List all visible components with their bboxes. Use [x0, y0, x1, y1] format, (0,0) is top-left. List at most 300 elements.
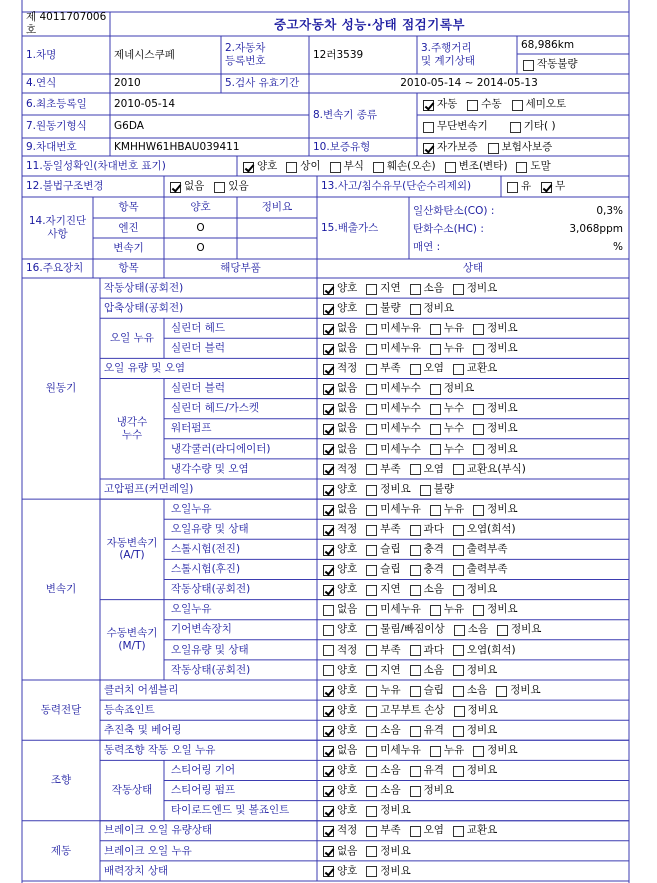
checkbox-option[interactable] — [323, 282, 357, 295]
empty-box-icon[interactable] — [473, 444, 484, 455]
checkbox-option[interactable] — [512, 98, 567, 111]
empty-box-icon[interactable] — [366, 625, 377, 636]
checkbox-option[interactable] — [323, 382, 357, 395]
checkbox-option[interactable] — [366, 523, 400, 536]
empty-box-icon[interactable] — [410, 645, 421, 656]
empty-box-icon[interactable] — [373, 162, 384, 173]
checkbox-option[interactable] — [410, 583, 444, 596]
checkbox-option[interactable] — [323, 302, 357, 315]
self-diagnosis-label — [22, 197, 93, 259]
checked-box-icon[interactable] — [323, 565, 334, 576]
checkbox-option[interactable] — [323, 443, 357, 456]
empty-box-icon[interactable] — [410, 665, 421, 676]
checked-box-icon[interactable] — [541, 182, 552, 193]
empty-box-icon[interactable] — [445, 162, 456, 173]
checkbox-option[interactable] — [373, 160, 436, 173]
checkbox-label: 양호 — [337, 563, 358, 576]
checkbox-option[interactable] — [410, 563, 444, 576]
checkbox-option[interactable] — [454, 623, 488, 636]
checkbox-option[interactable] — [366, 463, 400, 476]
checkbox-option[interactable] — [423, 120, 488, 133]
checkbox-label: 미세누수 — [380, 402, 421, 415]
empty-box-icon[interactable] — [366, 424, 377, 435]
checkbox-option[interactable] — [366, 322, 421, 335]
empty-box-icon[interactable] — [453, 645, 464, 656]
empty-box-icon[interactable] — [453, 284, 464, 295]
empty-box-icon[interactable] — [366, 384, 377, 395]
empty-box-icon[interactable] — [366, 866, 377, 877]
empty-box-icon[interactable] — [366, 344, 377, 355]
checked-box-icon[interactable] — [423, 143, 434, 154]
checkbox-label: 지연 — [380, 281, 401, 294]
empty-box-icon[interactable] — [366, 826, 377, 837]
empty-box-icon[interactable] — [507, 182, 518, 193]
empty-box-icon[interactable] — [420, 485, 431, 496]
empty-box-icon[interactable] — [453, 565, 464, 576]
empty-box-icon[interactable] — [453, 585, 464, 596]
empty-box-icon[interactable] — [410, 786, 421, 797]
devices-col-part-label: 해당부품 — [220, 262, 261, 275]
checkbox-option[interactable] — [323, 623, 357, 636]
empty-box-icon[interactable] — [323, 665, 334, 676]
empty-box-icon[interactable] — [473, 344, 484, 355]
empty-box-icon[interactable] — [366, 786, 377, 797]
empty-box-icon[interactable] — [286, 162, 297, 173]
checkbox-option[interactable] — [473, 603, 517, 616]
checkbox-option[interactable] — [420, 483, 454, 496]
empty-box-icon[interactable] — [430, 505, 441, 516]
empty-box-icon[interactable] — [366, 766, 377, 777]
checkbox-option[interactable] — [366, 764, 400, 777]
checked-box-icon[interactable] — [323, 806, 334, 817]
checkbox-option[interactable] — [366, 422, 421, 435]
device-status — [317, 399, 629, 419]
checkbox-option[interactable] — [323, 483, 357, 496]
empty-box-icon[interactable] — [366, 464, 377, 475]
checkbox-option[interactable] — [430, 422, 464, 435]
device-part — [167, 539, 317, 559]
empty-box-icon[interactable] — [430, 424, 441, 435]
checkbox-option[interactable] — [473, 443, 517, 456]
checked-box-icon[interactable] — [323, 826, 334, 837]
checkbox-option[interactable] — [323, 744, 357, 757]
checkbox-option[interactable] — [323, 845, 357, 858]
empty-box-icon[interactable] — [454, 625, 465, 636]
checkbox-label: 유격 — [423, 723, 444, 736]
checkbox-option[interactable] — [497, 623, 541, 636]
checkbox-option[interactable] — [323, 764, 357, 777]
transmission-label — [309, 93, 417, 138]
checkbox-option[interactable] — [453, 824, 497, 837]
checkbox-option[interactable] — [330, 160, 364, 173]
checkbox-option[interactable] — [453, 563, 508, 576]
checkbox-option[interactable] — [366, 443, 421, 456]
checkbox-option[interactable] — [366, 563, 400, 576]
checkbox-option[interactable] — [366, 644, 400, 657]
checkbox-option[interactable] — [323, 362, 357, 375]
checkbox-option[interactable] — [507, 180, 531, 193]
empty-box-icon[interactable] — [410, 525, 421, 536]
checkbox-option[interactable] — [366, 362, 400, 375]
checked-box-icon[interactable] — [323, 545, 334, 556]
empty-box-icon[interactable] — [453, 464, 464, 475]
checkbox-option[interactable] — [286, 160, 320, 173]
checkbox-option[interactable] — [496, 684, 540, 697]
checkbox-label: 양호 — [337, 543, 358, 556]
empty-box-icon[interactable] — [497, 625, 508, 636]
checkbox-option[interactable] — [323, 342, 357, 355]
checked-box-icon[interactable] — [423, 100, 434, 111]
smoke-label — [409, 237, 529, 257]
checkbox-option[interactable] — [366, 704, 444, 717]
checkbox-option[interactable] — [366, 784, 400, 797]
checkbox-option[interactable] — [323, 865, 357, 878]
co-label — [409, 201, 529, 221]
checkbox-option[interactable] — [523, 58, 578, 71]
empty-box-icon[interactable] — [323, 605, 334, 616]
empty-box-icon[interactable] — [453, 525, 464, 536]
checkbox-label: 정비요 — [511, 623, 542, 636]
checkbox-label: 유 — [521, 180, 532, 193]
checkbox-label: 부식 — [343, 159, 364, 172]
device-part-label: 실린더 헤드/가스켓 — [171, 402, 260, 415]
empty-box-icon[interactable] — [430, 344, 441, 355]
checkbox-option[interactable] — [323, 503, 357, 516]
empty-box-icon[interactable] — [366, 525, 377, 536]
device-part — [167, 399, 317, 419]
empty-box-icon[interactable] — [430, 324, 441, 335]
checkbox-option[interactable] — [473, 342, 517, 355]
checked-box-icon[interactable] — [323, 284, 334, 295]
checkbox-option[interactable] — [510, 120, 556, 133]
checkbox-option[interactable] — [423, 141, 478, 154]
empty-box-icon[interactable] — [467, 100, 478, 111]
checkbox-option[interactable] — [323, 684, 357, 697]
checkbox-option[interactable] — [366, 382, 421, 395]
empty-box-icon[interactable] — [523, 60, 534, 71]
checkbox-option[interactable] — [214, 180, 248, 193]
checkbox-option[interactable] — [366, 623, 444, 636]
checkbox-option[interactable] — [366, 664, 400, 677]
empty-box-icon[interactable] — [453, 665, 464, 676]
device-part-label: 작동상태(공회전) — [171, 663, 251, 676]
checked-box-icon[interactable] — [323, 746, 334, 757]
checkbox-option[interactable] — [323, 603, 357, 616]
empty-box-icon[interactable] — [366, 846, 377, 857]
checkbox-option[interactable] — [410, 644, 444, 657]
checkbox-option[interactable] — [323, 784, 357, 797]
checkbox-option[interactable] — [453, 543, 508, 556]
checkbox-option[interactable] — [410, 463, 444, 476]
checkbox-option[interactable] — [541, 180, 565, 193]
checkbox-option[interactable] — [410, 684, 444, 697]
checkbox-label: 정비요 — [466, 764, 498, 777]
checkbox-option[interactable] — [410, 764, 444, 777]
checkbox-label: 슬립 — [380, 543, 401, 556]
empty-box-icon[interactable] — [366, 746, 377, 757]
checkbox-label: 불량 — [433, 482, 455, 495]
checkbox-option[interactable] — [453, 463, 526, 476]
empty-box-icon[interactable] — [330, 162, 341, 173]
checked-box-icon[interactable] — [323, 686, 334, 697]
empty-box-icon[interactable] — [366, 404, 377, 415]
empty-box-icon[interactable] — [454, 706, 465, 717]
checkbox-option[interactable] — [410, 824, 444, 837]
empty-box-icon[interactable] — [366, 304, 377, 315]
checkbox-option[interactable] — [366, 724, 400, 737]
checkbox-option[interactable] — [323, 704, 357, 717]
checked-box-icon[interactable] — [323, 726, 334, 737]
checkbox-option[interactable] — [323, 644, 357, 657]
empty-box-icon[interactable] — [366, 364, 377, 375]
checkbox-label: 양호 — [337, 281, 358, 294]
checkbox-option[interactable] — [453, 523, 516, 536]
checkbox-option[interactable] — [366, 603, 421, 616]
empty-box-icon[interactable] — [366, 565, 377, 576]
empty-box-icon[interactable] — [410, 585, 421, 596]
checkbox-option[interactable] — [410, 664, 444, 677]
empty-box-icon[interactable] — [430, 605, 441, 616]
checkbox-label: 적정 — [337, 824, 358, 837]
checkbox-label: 미세누수 — [380, 442, 421, 455]
empty-box-icon[interactable] — [410, 826, 421, 837]
smoke-value — [529, 237, 623, 257]
checkbox-option[interactable] — [453, 764, 497, 777]
checked-box-icon[interactable] — [323, 706, 334, 717]
checkbox-option[interactable] — [366, 302, 400, 315]
checkbox-option[interactable] — [423, 98, 457, 111]
checkbox-option[interactable] — [453, 282, 497, 295]
checkbox-option[interactable] — [473, 744, 517, 757]
empty-box-icon[interactable] — [410, 565, 421, 576]
empty-box-icon[interactable] — [453, 726, 464, 737]
self-diag-col-repair-label: 정비요 — [261, 201, 293, 214]
empty-box-icon[interactable] — [366, 686, 377, 697]
checkbox-label: 지연 — [380, 663, 401, 676]
checked-box-icon[interactable] — [323, 786, 334, 797]
accident-options — [501, 176, 629, 197]
checkbox-label: 부족 — [380, 824, 401, 837]
empty-box-icon[interactable] — [366, 505, 377, 516]
empty-box-icon[interactable] — [430, 746, 441, 757]
checkbox-option[interactable] — [473, 503, 517, 516]
empty-box-icon[interactable] — [510, 122, 521, 133]
empty-box-icon[interactable] — [366, 585, 377, 596]
checkbox-option[interactable] — [430, 503, 464, 516]
checkbox-option[interactable] — [323, 804, 357, 817]
checkbox-option[interactable] — [453, 684, 487, 697]
empty-box-icon[interactable] — [512, 100, 523, 111]
checked-box-icon[interactable] — [243, 162, 254, 173]
empty-box-icon[interactable] — [366, 485, 377, 496]
empty-box-icon[interactable] — [410, 304, 421, 315]
empty-box-icon[interactable] — [410, 766, 421, 777]
checkbox-option[interactable] — [323, 402, 357, 415]
empty-box-icon[interactable] — [410, 545, 421, 556]
checkbox-option[interactable] — [366, 282, 400, 295]
device-status — [317, 821, 629, 841]
checkbox-option[interactable] — [366, 342, 421, 355]
document-title — [110, 12, 629, 36]
checkbox-option[interactable] — [453, 644, 516, 657]
empty-box-icon[interactable] — [488, 143, 499, 154]
empty-box-icon[interactable] — [516, 162, 527, 173]
checkbox-option[interactable] — [366, 804, 410, 817]
checkbox-option[interactable] — [454, 704, 498, 717]
checkbox-option[interactable] — [467, 98, 501, 111]
checkbox-label: 기타( ) — [523, 120, 556, 133]
checkbox-option[interactable] — [410, 523, 444, 536]
empty-box-icon[interactable] — [410, 464, 421, 475]
empty-box-icon[interactable] — [453, 826, 464, 837]
checkbox-option[interactable] — [410, 302, 454, 315]
empty-box-icon[interactable] — [453, 364, 464, 375]
checkbox-option[interactable] — [366, 483, 410, 496]
checked-box-icon[interactable] — [323, 384, 334, 395]
checkbox-option[interactable] — [453, 724, 497, 737]
checkbox-option[interactable] — [366, 503, 421, 516]
checkbox-option[interactable] — [453, 664, 497, 677]
checked-box-icon[interactable] — [323, 364, 334, 375]
checkbox-option[interactable] — [323, 563, 357, 576]
device-status — [317, 479, 629, 499]
validity-value-label: 2010-05-14 ~ 2014-05-13 — [400, 77, 538, 90]
checkbox-option[interactable] — [516, 160, 550, 173]
checkbox-option[interactable] — [430, 603, 464, 616]
empty-box-icon[interactable] — [473, 746, 484, 757]
device-part — [167, 379, 317, 399]
checkbox-option[interactable] — [410, 543, 444, 556]
checkbox-option[interactable] — [430, 342, 464, 355]
empty-box-icon[interactable] — [366, 806, 377, 817]
checkbox-option[interactable] — [323, 322, 357, 335]
empty-box-icon[interactable] — [423, 122, 434, 133]
empty-box-icon[interactable] — [473, 404, 484, 415]
checked-box-icon[interactable] — [323, 304, 334, 315]
checkbox-option[interactable] — [473, 422, 517, 435]
empty-box-icon[interactable] — [473, 424, 484, 435]
empty-box-icon[interactable] — [430, 444, 441, 455]
checkbox-option[interactable] — [410, 784, 454, 797]
empty-box-icon[interactable] — [323, 625, 334, 636]
device-group-name-label: 원동기 — [45, 382, 77, 395]
checkbox-option[interactable] — [488, 141, 553, 154]
empty-box-icon[interactable] — [473, 605, 484, 616]
checked-box-icon[interactable] — [323, 344, 334, 355]
checkbox-option[interactable] — [323, 422, 357, 435]
checkbox-label: 적정 — [337, 362, 358, 375]
device-group-name — [22, 740, 100, 820]
checked-box-icon[interactable] — [323, 404, 334, 415]
checkbox-option[interactable] — [366, 402, 421, 415]
checkbox-option[interactable] — [323, 724, 357, 737]
empty-box-icon[interactable] — [430, 384, 441, 395]
checkbox-option[interactable] — [366, 684, 400, 697]
empty-box-icon[interactable] — [366, 545, 377, 556]
checked-box-icon[interactable] — [323, 846, 334, 857]
checkbox-option[interactable] — [366, 583, 400, 596]
checkbox-option[interactable] — [366, 845, 410, 858]
empty-box-icon[interactable] — [366, 284, 377, 295]
checkbox-option[interactable] — [170, 180, 204, 193]
checkbox-option[interactable] — [453, 362, 497, 375]
empty-box-icon[interactable] — [323, 645, 334, 656]
identity-options — [237, 156, 629, 176]
checked-box-icon[interactable] — [323, 485, 334, 496]
checked-box-icon[interactable] — [323, 585, 334, 596]
checked-box-icon[interactable] — [323, 525, 334, 536]
checked-box-icon[interactable] — [323, 424, 334, 435]
checked-box-icon[interactable] — [323, 464, 334, 475]
checkbox-option[interactable] — [473, 322, 517, 335]
empty-box-icon[interactable] — [410, 726, 421, 737]
empty-box-icon[interactable] — [473, 324, 484, 335]
empty-box-icon[interactable] — [410, 364, 421, 375]
empty-box-icon[interactable] — [453, 545, 464, 556]
checkbox-option[interactable] — [430, 443, 464, 456]
device-subgroup-label — [100, 499, 164, 600]
checkbox-option[interactable] — [430, 382, 474, 395]
checkbox-option[interactable] — [243, 160, 277, 173]
empty-box-icon[interactable] — [366, 324, 377, 335]
empty-box-icon[interactable] — [453, 686, 464, 697]
checkbox-option[interactable] — [445, 160, 508, 173]
empty-box-icon[interactable] — [366, 605, 377, 616]
empty-box-icon[interactable] — [366, 645, 377, 656]
empty-box-icon[interactable] — [366, 726, 377, 737]
checkbox-option[interactable] — [323, 583, 357, 596]
empty-box-icon[interactable] — [473, 505, 484, 516]
empty-box-icon[interactable] — [430, 404, 441, 415]
checkbox-option[interactable] — [453, 583, 497, 596]
checkbox-option[interactable] — [473, 402, 517, 415]
empty-box-icon[interactable] — [366, 444, 377, 455]
checkbox-option[interactable] — [430, 744, 464, 757]
empty-box-icon[interactable] — [410, 686, 421, 697]
devices-label-label: 16.주요장치 — [26, 262, 84, 275]
empty-box-icon[interactable] — [410, 284, 421, 295]
checkbox-option[interactable] — [366, 865, 410, 878]
hc-value-label: 3,068ppm — [569, 222, 623, 235]
checkbox-option[interactable] — [410, 362, 444, 375]
checked-box-icon[interactable] — [323, 505, 334, 516]
empty-box-icon[interactable] — [496, 686, 507, 697]
empty-box-icon[interactable] — [366, 665, 377, 676]
empty-box-icon[interactable] — [453, 766, 464, 777]
checkbox-label: 유격 — [423, 764, 444, 777]
checkbox-option[interactable] — [410, 724, 444, 737]
checked-box-icon[interactable] — [323, 766, 334, 777]
checked-box-icon[interactable] — [323, 444, 334, 455]
checkbox-label: 정비요 — [487, 402, 518, 415]
empty-box-icon[interactable] — [214, 182, 225, 193]
checkbox-option[interactable] — [323, 523, 357, 536]
checked-box-icon[interactable] — [323, 324, 334, 335]
checkbox-option[interactable] — [430, 322, 464, 335]
checkbox-option[interactable] — [366, 744, 421, 757]
empty-box-icon[interactable] — [366, 706, 377, 717]
checkbox-option[interactable] — [323, 664, 357, 677]
checkbox-option[interactable] — [366, 543, 400, 556]
checkbox-option[interactable] — [410, 282, 444, 295]
checkbox-option[interactable] — [323, 543, 357, 556]
checked-box-icon[interactable] — [323, 866, 334, 877]
checked-box-icon[interactable] — [170, 182, 181, 193]
checkbox-option[interactable] — [323, 463, 357, 476]
checkbox-option[interactable] — [323, 824, 357, 837]
checkbox-option[interactable] — [366, 824, 400, 837]
checkbox-option[interactable] — [430, 402, 464, 415]
